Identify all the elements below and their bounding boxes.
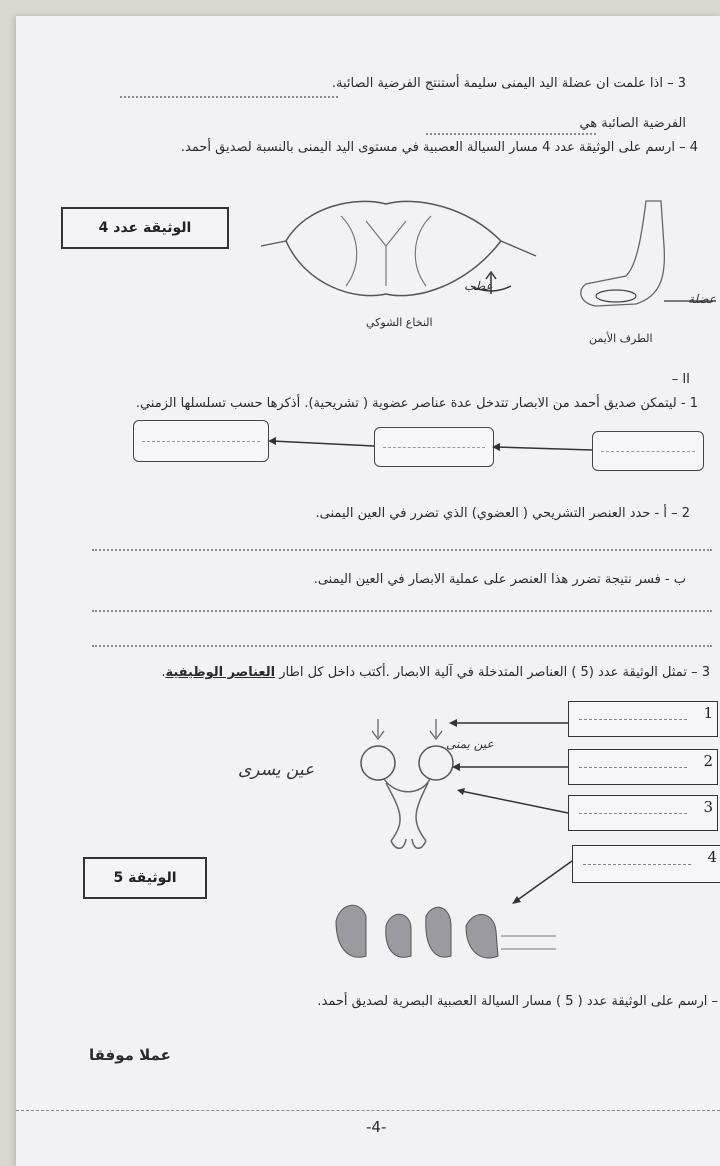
question-ii-4: – ارسم على الوثيقة عدد ( 5 ) مسار السيالة العصبية البصرية لصديق أحمد. <box>317 994 718 1009</box>
page-number: -4- <box>366 1118 387 1136</box>
doc5-title: الوثيقة 5 <box>113 870 177 886</box>
box-number-2: 2 <box>703 752 713 770</box>
muscle-label: عضلة <box>688 292 716 306</box>
doc5-title-box <box>83 857 207 899</box>
left-eye-label: عين يسرى <box>238 760 315 780</box>
question-ii-2a: 2 – أ - حدد العنصر التشريحي ( العضوي) الذي تضرر في العين اليمنى. <box>315 506 690 521</box>
box-number-1: 1 <box>703 704 713 722</box>
exam-sheet <box>16 16 720 1166</box>
closing-wish: عملا موفقا <box>89 1046 171 1064</box>
question-3: 3 – اذا علمت ان عضلة اليد اليمنى سليمة أستنتج الفرضية الصائبة. <box>331 76 686 91</box>
visual-pathway-diagram <box>316 711 716 971</box>
answer-line-2a <box>92 549 712 551</box>
sequence-arrows <box>16 16 720 476</box>
answer-line-2b-2 <box>92 645 712 647</box>
right-limb-label: الطرف الأيمن <box>589 332 653 345</box>
right-eye-label: عين يمنى <box>446 737 494 751</box>
functional-elements-emphasis: العناصر الوظيفية <box>165 665 276 680</box>
hypothesis-label: الفرضية الصائبة هي <box>579 116 686 131</box>
question-ii-2b: ب - فسر نتيجة تضرر هذا العنصر على عملية الابصار في العين اليمنى. <box>313 572 686 587</box>
box-number-3: 3 <box>703 798 713 816</box>
section-ii-heading: II – <box>671 372 690 387</box>
doc4-title: الوثيقة عدد 4 <box>98 220 192 236</box>
box-number-4: 4 <box>707 848 717 866</box>
spinal-cord-label: النخاع الشوكي <box>366 316 433 329</box>
question-ii-3-suffix: . <box>161 665 166 680</box>
question-ii-3-prefix: 3 – تمثل الوثيقة عدد (5 ) العناصر المتدخلة في آلية الابصار .أكتب داخل كل اطار <box>279 665 710 680</box>
question-4: 4 – ارسم على الوثيقة عدد 4 مسار السيالة العصبية في مستوى اليد اليمنى بالنسبة لصديق أحمد. <box>180 140 698 155</box>
answer-line-2b-1 <box>92 610 712 612</box>
question-ii-3 <box>161 665 710 680</box>
lesion-label: عطب <box>464 279 493 293</box>
question-ii-1: 1 - ليتمكن صديق أحمد من الابصار تتدخل عدة عناصر عضوية ( تشريحية). أذكرها حسب تسلسلها الزمني. <box>135 396 698 411</box>
footer-divider <box>16 1110 720 1111</box>
